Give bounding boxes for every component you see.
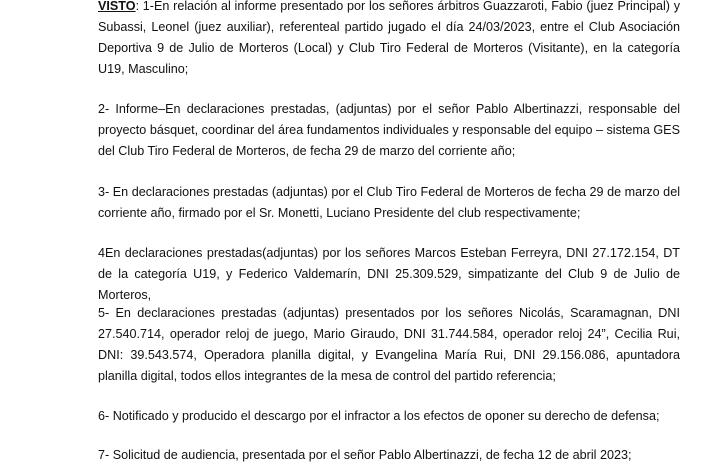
paragraph-item-5: 5- En declaraciones prestadas (adjuntas) presentados por los señores Nicolás, Scaramagnan, DNI 27.540.714, operador reloj de juego, Mario Giraudo, DNI 31.744.584, operador reloj 24”, Cecilia Rui, DNI: 39.543.574, Operadora planilla digital, y Evangelina María Rui, DNI 29.156.086, apuntadora planilla digital, todos ellos integrantes de la mesa de control del partido referencia; <box>98 306 680 383</box>
paragraph-item-4: 4En declaraciones prestadas(adjuntas) por los señores Marcos Esteban Ferreyra, DNI 27.172.154, DT de la categoría U19, y Federico Valdemarín, DNI 25.309.529, simpatizante del Club 9 de Julio de Morteros, <box>98 246 680 302</box>
paragraph-item-6: 6- Notificado y producido el descargo por el infractor a los efectos de oponer su derecho de defensa; <box>98 409 660 423</box>
paragraph-item-3: 3- En declaraciones prestadas (adjuntas) por el Club Tiro Federal de Morteros de fecha 29 de marzo del corriente año, firmado por el Sr. Monetti, Luciano Presidente del club respectivamente; <box>98 185 680 220</box>
visto-text: : 1-En relación al informe presentado por los señores árbitros Guazzaroti, Fabio (juez Principal) y Subassi, Leonel (juez auxiliar), referenteal partido jugado el día 24/03/2023, entre el Club Asociación Deportiva 9 de Julio de Morteros (Local) y Club Tiro Federal de Morteros (Visitante), en la categoría U19, Masculino; <box>98 0 680 76</box>
document-page <box>98 0 680 475</box>
paragraph-item-2: 2- Informe–En declaraciones prestadas, (adjuntas) por el señor Pablo Albertinazzi, responsable del proyecto básquet, coordinar del área fundamentos individuales y responsable del equipo – sistema GES del Club Tiro Federal de Morteros, de fecha 29 de marzo del corriente año; <box>98 102 680 158</box>
paragraph-visto <box>98 0 680 80</box>
paragraph-item-7: 7- Solicitud de audiencia, presentada por el señor Pablo Albertinazzi, de fecha 12 de abril 2023; <box>98 448 632 462</box>
visto-label: VISTO <box>98 0 136 13</box>
